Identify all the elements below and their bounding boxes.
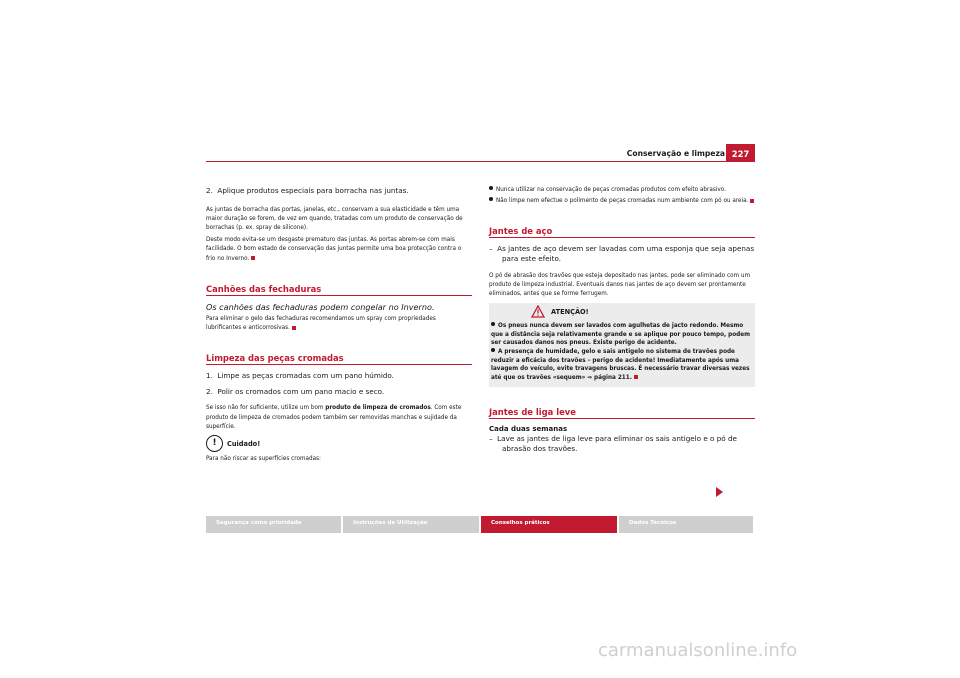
bullet-no-dust: Não limpe nem efectue o polimento de peças cromadas num ambiente com pó ou areia. <box>489 197 755 206</box>
section-title-alloy-rims: Jantes de liga leve <box>489 407 755 419</box>
bullet-dot <box>489 197 493 201</box>
bullet-dot <box>491 348 495 352</box>
caution-header <box>206 435 472 452</box>
section-end-mark <box>292 326 296 330</box>
footer-nav <box>206 516 755 533</box>
paragraph-brake-dust: O pó de abrasão dos travões que esteja depositado nas jantes, pode ser eliminado com um produto de limpeza industrial. Eventuais danos nas jantes de aço devem ser prontamente eliminados, antes que se forme ferrugem. <box>489 272 751 297</box>
step-apply-rubber-product: 2. Aplique produtos especiais para borracha nas juntas. <box>206 186 409 195</box>
bullet-dot <box>489 186 493 190</box>
section-end-mark <box>251 256 255 260</box>
step-wash-alloy-rims: – Lave as jantes de liga leve para eliminar os sais antigelo e o pó de abrasão dos travões. <box>489 434 737 453</box>
right-column <box>489 186 755 457</box>
section-title-steel-rims: Jantes de aço <box>489 226 755 238</box>
warning-item-brakes: A presença de humidade, gelo e sais antigelo no sistema de travões pode reduzir a eficácia dos travões – perigo de acidente! Imediatamente após uma lavagem do veículo, evite travagens bruscas. É necessário travar diversas vezes até que os travões «sequem» ⇒ página 211. <box>491 349 750 381</box>
step-wash-steel-rims: – As jantes de aço devem ser lavadas com uma esponja que seja apenas para este efeito. <box>489 244 755 263</box>
section-title-chrome-cleaning: Limpeza das peças cromadas <box>206 353 472 365</box>
bullet-no-abrasive: Nunca utilizar na conservação de peças cromadas produtos com efeito abrasivo. <box>489 186 755 195</box>
step-polish-chrome: 2. Polir os cromados com um pano macio e seco. <box>206 386 385 396</box>
next-page-arrow-icon[interactable] <box>716 487 723 497</box>
step-clean-chrome: 1. Limpe as peças cromadas com um pano húmido. <box>206 371 394 381</box>
warning-title: ATENÇÃO! <box>551 307 589 316</box>
warning-item-jet: Os pneus nunca devem ser lavados com agulhetas de jacto redondo. Mesmo que a distância seja relativamente grande e se aplique por pouco tempo, podem ser causados danos nos pneus. Existe perigo de acidente. <box>491 323 750 347</box>
bullet-dot <box>491 322 495 326</box>
warning-box <box>489 303 755 387</box>
caution-text: Para não riscar as superfícies cromadas: <box>206 456 321 463</box>
paragraph-lock-spray: Para eliminar o gelo das fechaduras recomendamos um spray com propriedades lubrificantes e anticorrosivas. <box>206 315 436 332</box>
watermark: carmanualsonline.info <box>598 640 798 661</box>
subtitle-locks-freeze: Os canhões das fechaduras podem congelar no Inverno. <box>206 301 435 312</box>
warning-header <box>531 305 753 318</box>
header-rule <box>206 161 754 162</box>
warning-triangle-icon <box>531 305 545 318</box>
paragraph-chrome-cleaner: Se isso não for suficiente, utilize um bom produto de limpeza de cromados. Com este produto de limpeza de cromados podem também ser removidas manchas e sujidade da superfície. <box>206 405 462 430</box>
left-column <box>206 186 472 467</box>
footer-tab-practical-tips[interactable]: Conselhos práticos <box>481 516 617 533</box>
footer-tab-operating-instructions[interactable]: Instruções de Utilização <box>343 516 479 533</box>
running-header-title: Conservação e limpeza <box>626 149 725 158</box>
section-end-mark <box>750 199 754 203</box>
footer-tab-technical-data[interactable]: Dados Técnicos <box>619 516 753 533</box>
page-number: 227 <box>726 144 755 162</box>
section-end-mark <box>634 375 638 379</box>
section-title-lock-cylinders: Canhões das fechaduras <box>206 284 472 296</box>
subtitle-every-two-weeks: Cada duas semanas <box>489 425 568 434</box>
caution-title: Cuidado! <box>227 439 261 448</box>
caution-icon: ! <box>206 435 223 452</box>
paragraph-rubber-seals: As juntas de borracha das portas, janelas, etc., conservam a sua elasticidade e têm uma maior duração se forem, de vez em quando, tratadas com um produto de conservação de borrachas (p. ex. spray de silicone). <box>206 206 463 231</box>
paragraph-seal-wear: Deste modo evita-se um desgaste prematuro das juntas. As portas abrem-se com mais facilidade. O bom estado de conservação das juntas permite uma boa protecção contra o frio no Inverno. <box>206 237 462 262</box>
footer-tab-safety[interactable]: Segurança como prioridade <box>206 516 341 533</box>
